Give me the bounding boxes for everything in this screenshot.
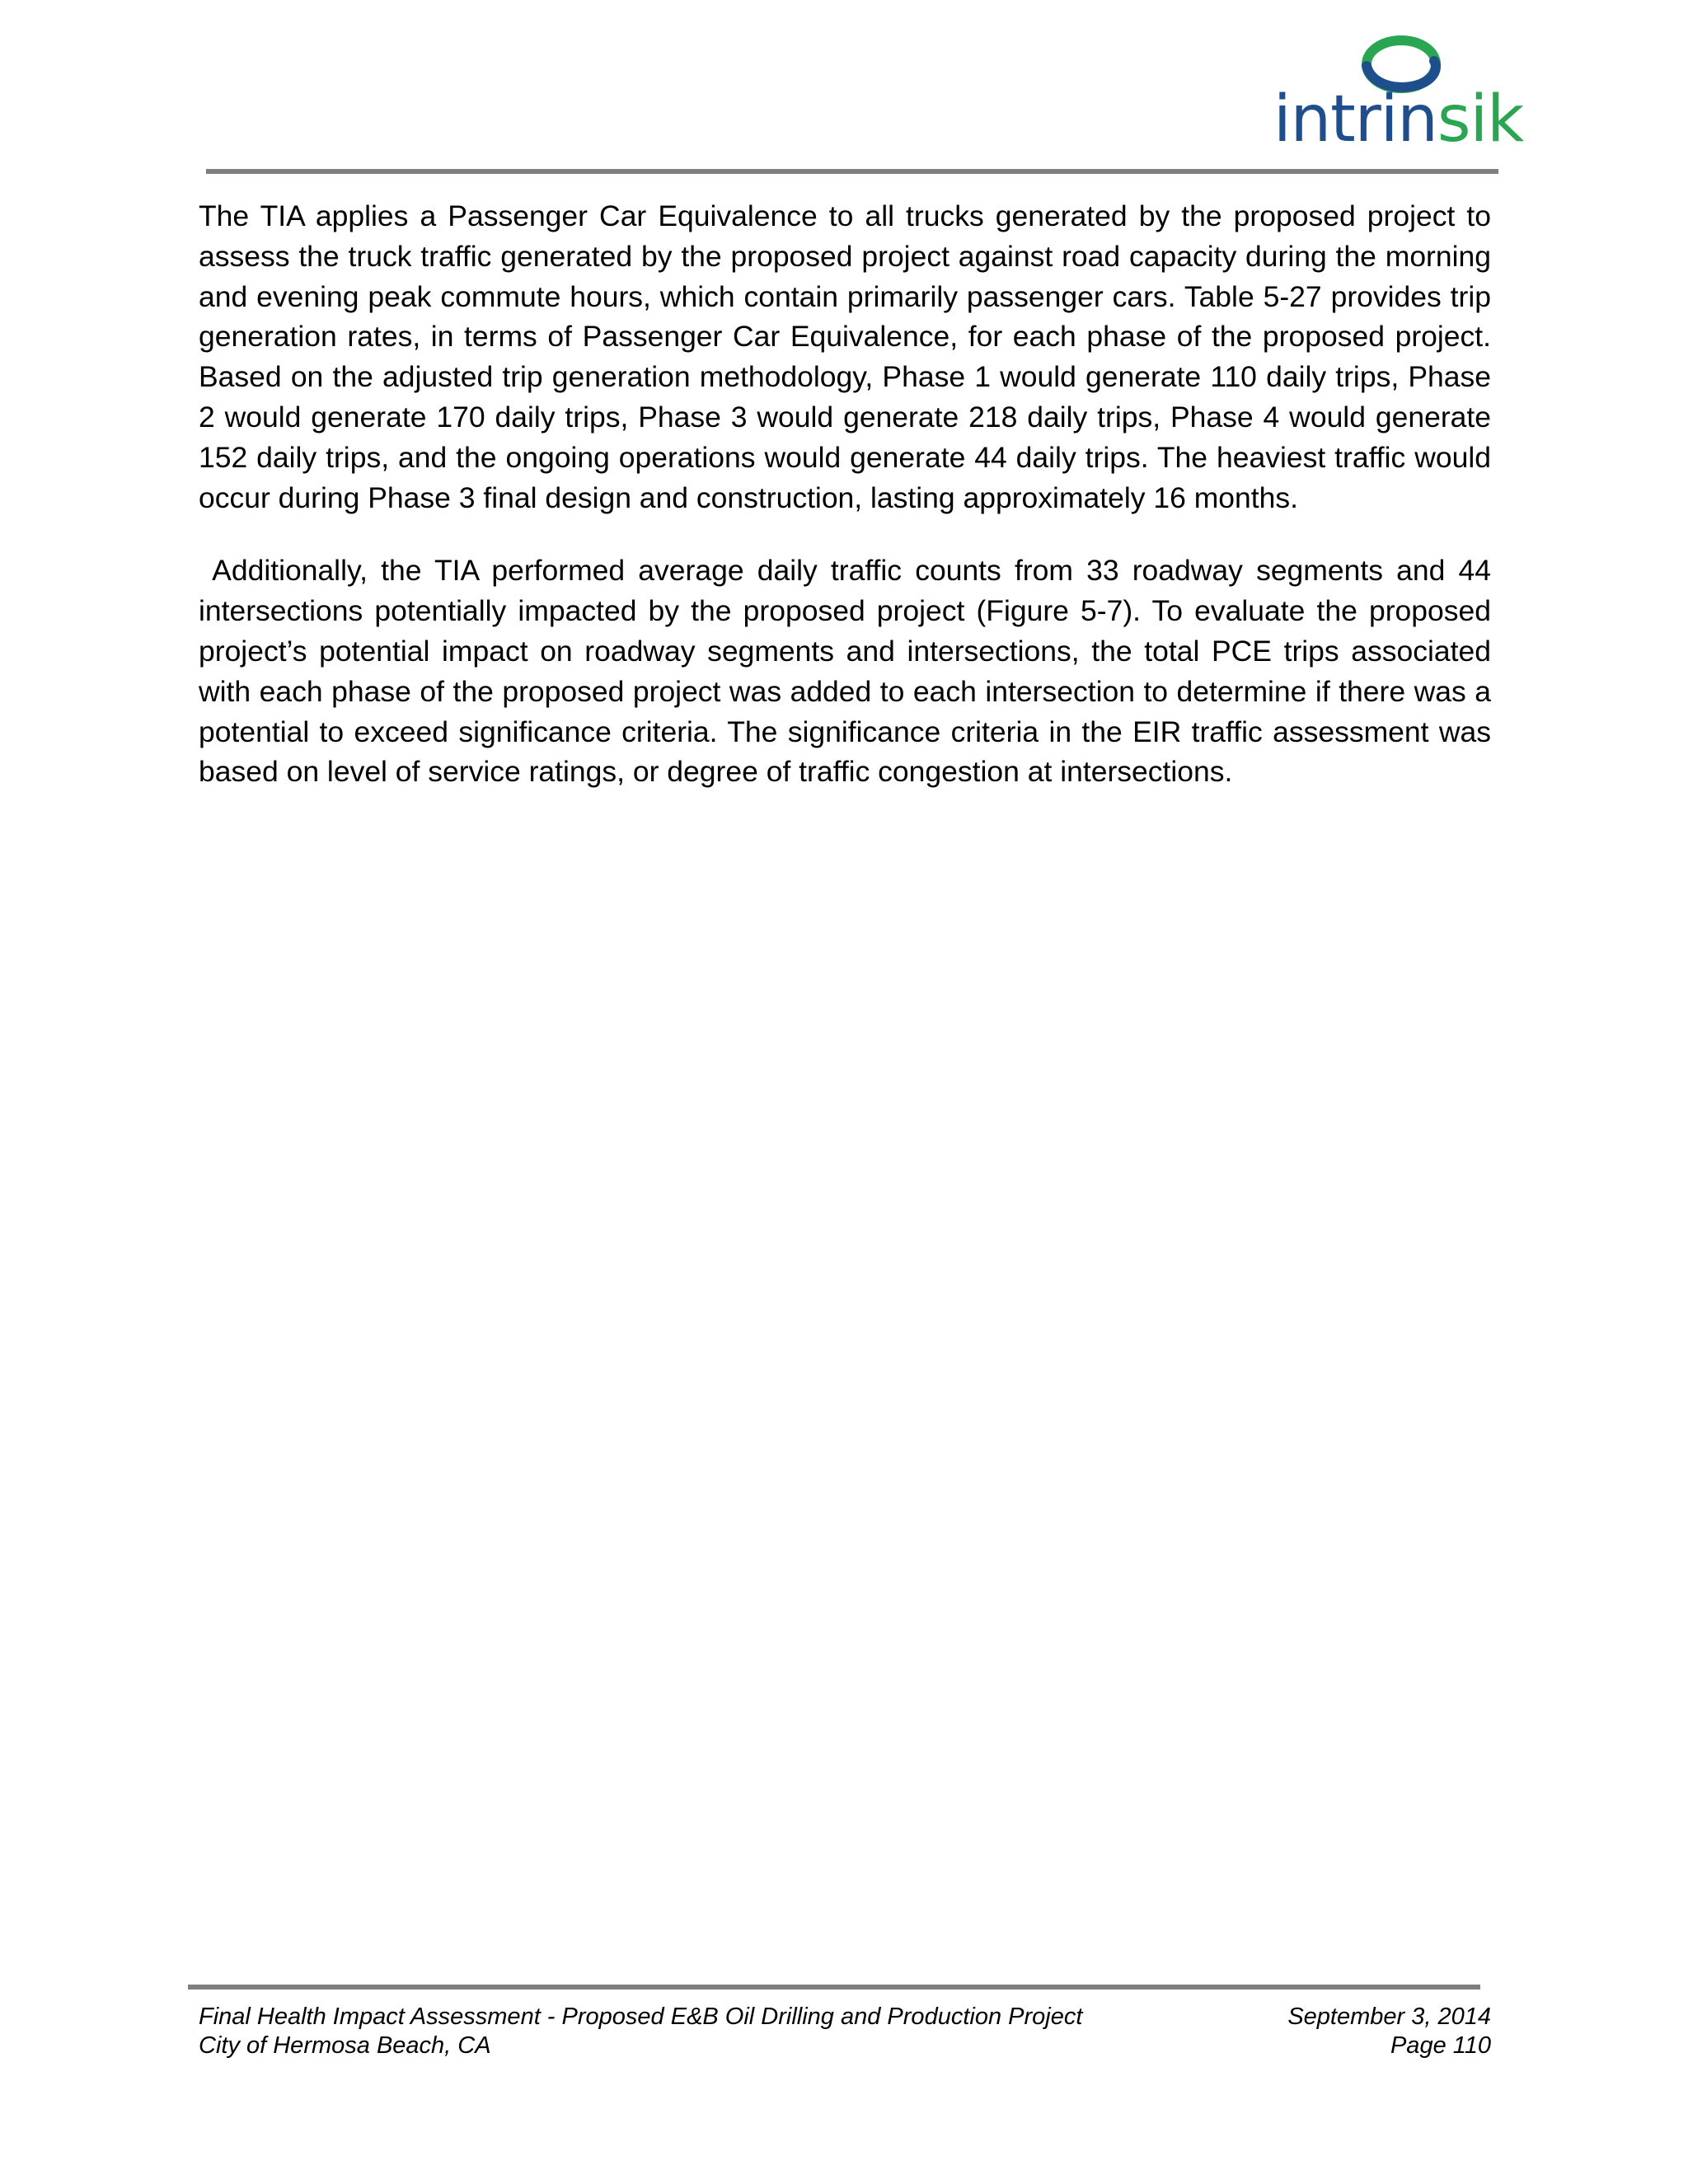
logo-wordmark [1273,82,1524,157]
body-paragraph: The TIA applies a Passenger Car Equivalence to all trucks generated by the proposed project to assess the truck traffic generated by the proposed project against road capacity during the morning and evening peak commute hours, which contain primarily passenger cars. Table 5-27 provides trip generation rates, in terms of Passenger Car Equivalence, for each phase of the proposed project. Based on the adjusted trip generation methodology, Phase 1 would generate 110 daily trips, Phase 2 would generate 170 daily trips, Phase 3 would generate 218 daily trips, Phase 4 would generate 152 daily trips, and the ongoing operations would generate 44 daily trips. The heaviest traffic would occur during Phase 3 final design and construction, lasting approximately 16 months. [199,199,1491,514]
logo-wordmark-part2: sik [1437,82,1524,157]
footer-row-1 [199,2003,1491,2032]
footer-page-number: Page 110 [1390,2032,1491,2059]
header-divider [206,169,1498,174]
page-content [199,196,1491,792]
body-paragraph: Additionally, the TIA performed average daily traffic counts from 33 roadway segments and 44 intersections potentially impacted by the proposed project (Figure 5-7). To evaluate the proposed project’s potential impact on roadway segments and intersections, the total PCE trips associated with each phase of the proposed project was added to each intersection to determine if there was a potential to exceed significance criteria. The significance criteria in the EIR traffic assessment was based on level of service ratings, or degree of traffic congestion at intersections. [199,554,1491,789]
page-footer [199,2003,1491,2060]
footer-row-2 [199,2032,1491,2060]
footer-document-title: Final Health Impact Assessment - Proposed E&B Oil Drilling and Production Project [199,2004,1083,2030]
intrinsik-logo [1273,31,1524,157]
footer-divider [188,1985,1480,1990]
footer-date: September 3, 2014 [1287,2004,1491,2030]
logo-wordmark-part1: intrin [1273,82,1437,157]
footer-location: City of Hermosa Beach, CA [199,2032,491,2059]
